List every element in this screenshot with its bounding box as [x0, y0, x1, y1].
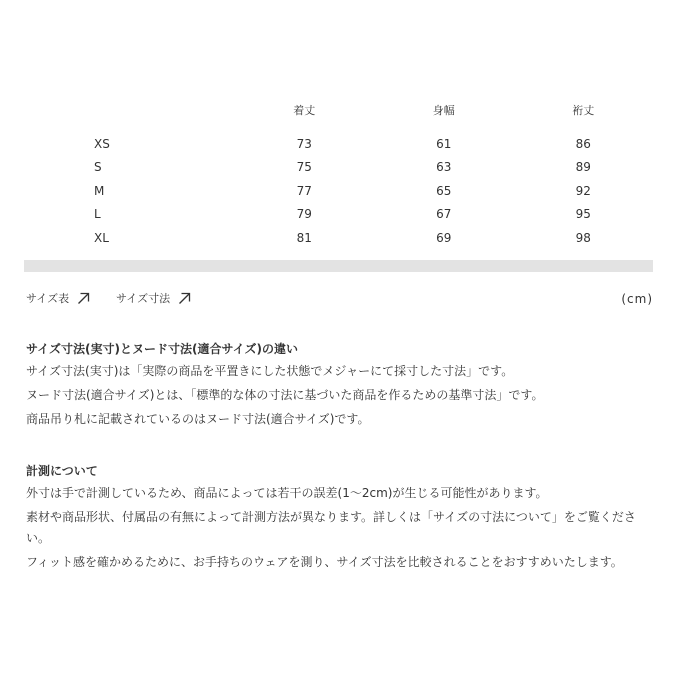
section-title: サイズ寸法(実寸)とヌード寸法(適合サイズ)の違い: [26, 342, 299, 356]
cell-size: S: [94, 160, 102, 175]
table-row: [24, 179, 653, 203]
links-row: [26, 290, 653, 310]
table-footer-bar: [24, 260, 653, 272]
size-chart-link-label: サイズ表: [26, 292, 70, 305]
cell-size: M: [94, 183, 105, 198]
cell-length: 81: [296, 230, 312, 245]
table-row: [24, 156, 653, 180]
arrow-up-right-icon: [77, 292, 90, 305]
paragraph: ヌード寸法(適合サイズ)とは、「標準的な体の寸法に基づいた商品を作るための基準寸法」です。: [26, 388, 544, 402]
header-size: [24, 98, 234, 132]
cell-sleeve: 92: [575, 183, 591, 198]
table-row: [24, 132, 653, 156]
cell-length: 75: [296, 160, 312, 175]
paragraph: サイズ寸法(実寸)は「実際の商品を平置きにした状態でメジャーにて採寸した寸法」です。: [26, 364, 514, 378]
section-title: 計測について: [26, 464, 98, 478]
size-measure-link[interactable]: [116, 290, 191, 306]
cell-length: 73: [296, 136, 312, 151]
cell-width: 69: [436, 230, 452, 245]
paragraph: フィット感を確かめるために、お手持ちのウェアを測り、サイズ寸法を比較されることをおすすめいたします。: [26, 555, 623, 569]
cell-size: XL: [94, 230, 109, 245]
paragraph: 外寸は手で計測しているため、商品によっては若干の誤差(1〜2cm)が生じる可能性があります。: [26, 486, 548, 500]
cell-width: 67: [436, 207, 452, 222]
measurement-section: [26, 462, 656, 576]
cell-width: 63: [436, 160, 452, 175]
size-difference-section: [26, 340, 656, 433]
arrow-up-right-icon: [178, 292, 191, 305]
size-chart-link[interactable]: [26, 290, 90, 306]
size-measure-link-label: サイズ寸法: [116, 292, 171, 305]
cell-sleeve: 95: [575, 207, 591, 222]
header-length: 着丈: [293, 104, 316, 117]
cell-sleeve: 98: [575, 230, 591, 245]
cell-sleeve: 89: [575, 160, 591, 175]
cell-size: XS: [94, 136, 110, 151]
header-width: 身幅: [432, 104, 455, 117]
unit-label: (cm): [621, 292, 653, 306]
size-table: [24, 98, 653, 250]
header-sleeve: 裄丈: [572, 104, 595, 117]
cell-length: 79: [296, 207, 312, 222]
cell-size: L: [94, 207, 101, 222]
cell-sleeve: 86: [575, 136, 591, 151]
cell-width: 65: [436, 183, 452, 198]
table-row: [24, 203, 653, 227]
cell-length: 77: [296, 183, 312, 198]
paragraph: 商品吊り札に記載されているのはヌード寸法(適合サイズ)です。: [26, 412, 370, 426]
paragraph: 素材や商品形状、付属品の有無によって計測方法が異なります。詳しくは「サイズの寸法について」をご覧ください。: [26, 510, 636, 545]
table-header-row: [24, 98, 653, 132]
table-row: [24, 226, 653, 250]
cell-width: 61: [436, 136, 452, 151]
